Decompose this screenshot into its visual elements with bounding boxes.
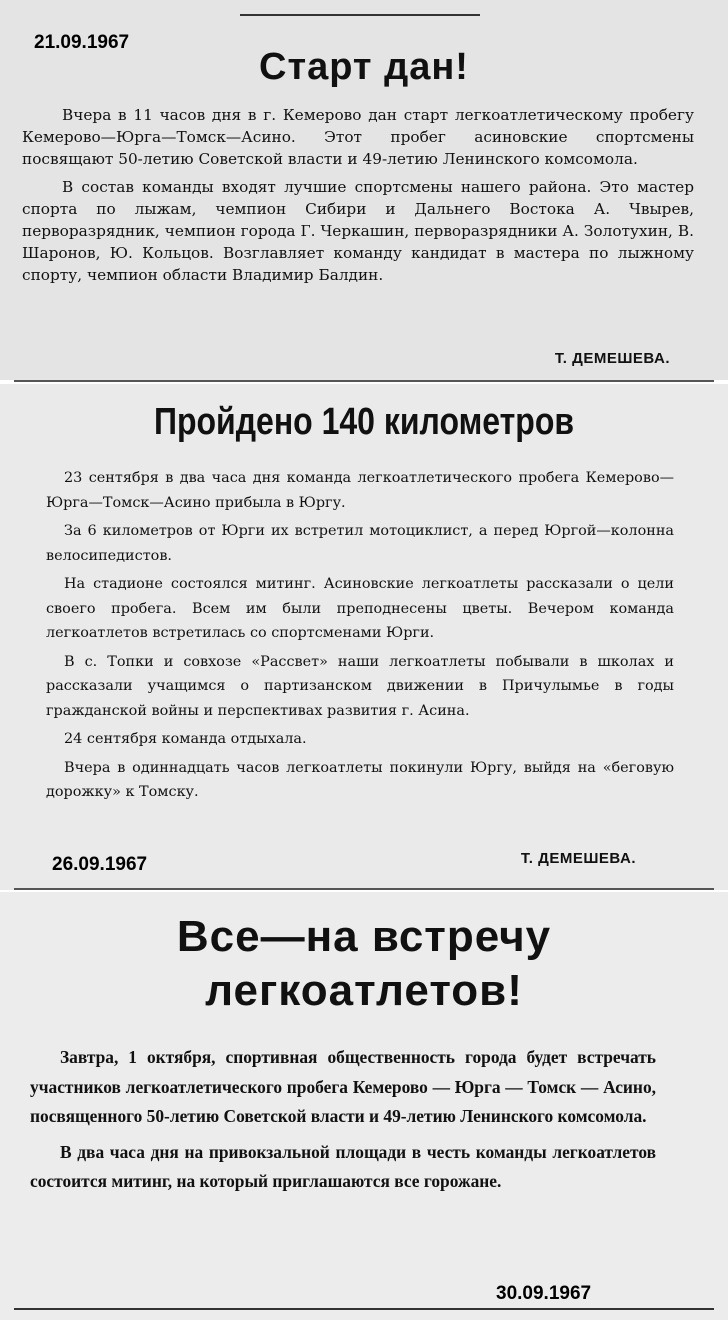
article-2-byline: Т. ДЕМЕШЕВА. — [520, 850, 636, 867]
article-2-paragraph: 23 сентября в два часа дня команда легкоатлетического пробега Кемерово—Юрга—Томск—Асино прибыла в Юргу. — [46, 470, 674, 511]
article-1-date: 21.09.1967 — [34, 32, 130, 53]
article-2-date: 26.09.1967 — [52, 854, 148, 875]
article-3-title-line-1: Все—на встречу — [176, 912, 552, 961]
article-3-date: 30.09.1967 — [496, 1283, 592, 1304]
bottom-rule — [14, 1308, 714, 1310]
article-1-byline: Т. ДЕМЕШЕВА. — [554, 350, 670, 367]
article-1-paragraph: Вчера в 11 часов дня в г. Кемерово дан старт легкоатлетическому пробегу Кемерово—Юрга—Томск—Асино. Этот пробег асиновские спортсмены посвящают 50-летию Советской власти и 49-летию Ленинского комсомола. — [22, 106, 694, 168]
article-3-title-line-2: легкоатлетов! — [205, 966, 523, 1015]
article-2-paragraph: Вчера в одиннадцать часов легкоатлеты покинули Юргу, выйдя на «беговую дорожку» к Томску. — [46, 759, 674, 800]
article-2-paragraph: На стадионе состоялся митинг. Асиновские легкоатлеты рассказали о цели своего пробега. Всем им были преподнесены цветы. Вечером команда легкоатлетов встретилась со спортсменами Юрги. — [46, 576, 674, 641]
article-3-paragraph: Завтра, 1 октября, спортивная общественность города будет встречать участников легкоатлетического пробега Кемерово — Юрга — Томск — Асино, посвященного 50-летию Советской власти и 49-летию Ленинского комсомола. — [30, 1047, 656, 1126]
article-2-body — [46, 466, 674, 809]
article-3-body — [30, 1043, 656, 1203]
article-3-paragraph: В два часа дня на привокзальной площади в честь команды легкоатлетов состоится митинг, на который приглашаются все горожане. — [30, 1141, 656, 1191]
article-1-body — [22, 104, 694, 292]
article-1-paragraph: В состав команды входят лучшие спортсмены нашего района. Это мастер спорта по лыжам, чемпион Сибири и Дальнего Востока А. Чвырев, перворазрядник, чемпион города Г. Черкашин, перворазрядники А. Золотухин, В. Шаронов, Ю. Кольцов. Возглавляет команду кандидат в мастера по лыжному спорту, чемпион области Владимир Балдин. — [22, 178, 694, 284]
article-2-paragraph: В с. Топки и совхозе «Рассвет» наши легкоатлеты побывали в школах и рассказали учащимся о партизанском движении в Причулымье в годы гражданской войны и перспективах развития г. Асина. — [46, 653, 674, 719]
article-2-paragraph: За 6 километров от Юрги их встретил мотоциклист, а перед Юргой—колонна велосипедистов. — [46, 523, 674, 564]
article-2-paragraph: 24 сентября команда отдыхала. — [64, 731, 307, 747]
top-rule — [240, 14, 480, 16]
article-2-title: Пройдено 140 километров — [153, 400, 575, 443]
divider — [14, 888, 714, 890]
divider — [14, 380, 714, 382]
article-1-title: Старт дан! — [259, 46, 469, 88]
